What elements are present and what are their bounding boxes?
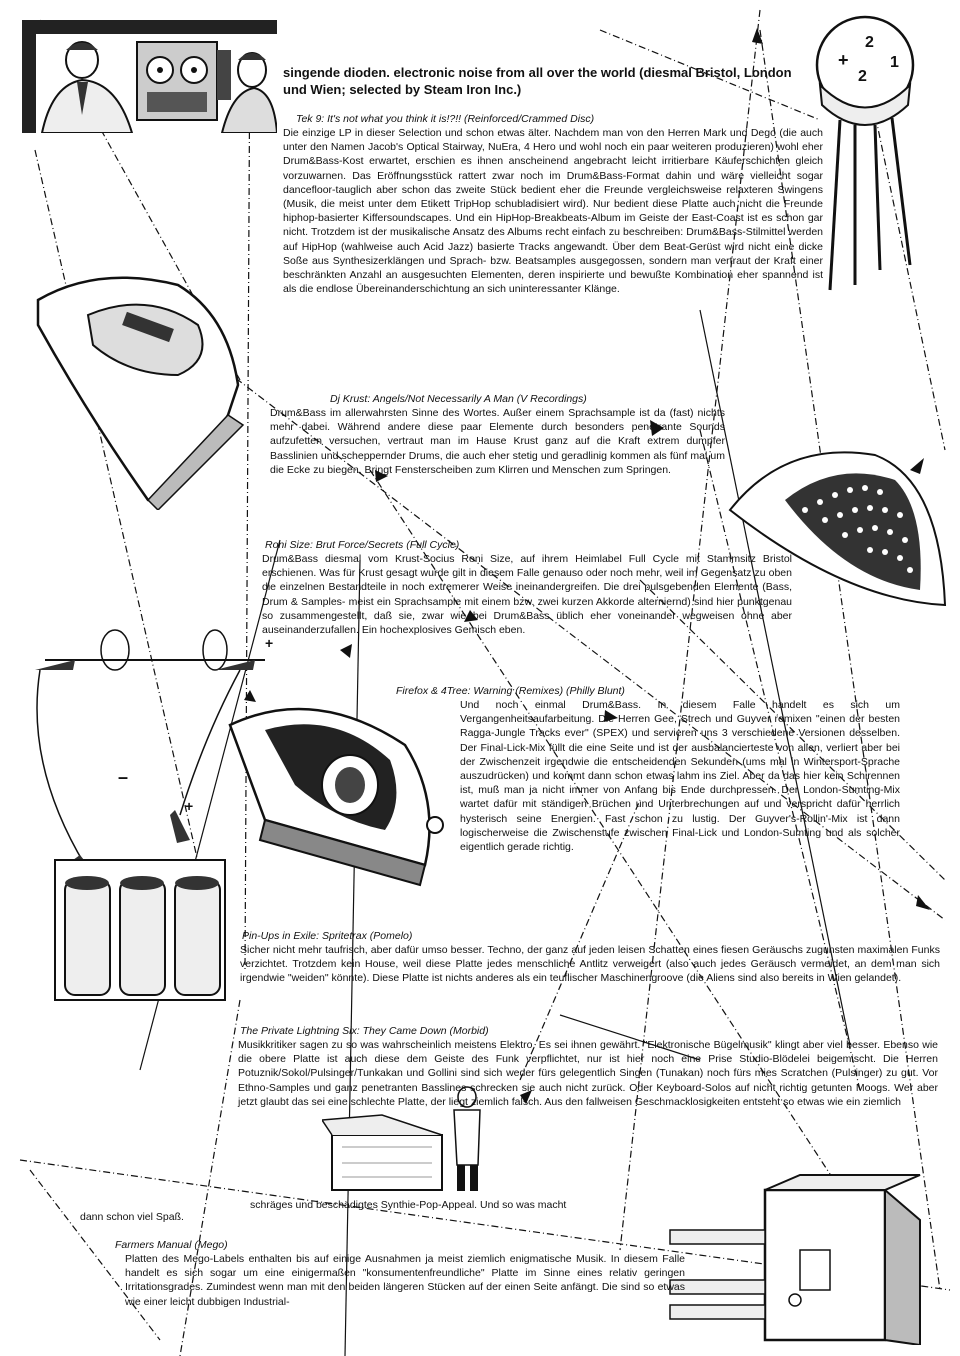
rocker-switch-illustration (650, 1170, 950, 1345)
review-title-tek9: Tek 9: It's not what you think it is!?!! (Reinforced/Crammed Disc) (296, 113, 595, 125)
diode-plus-label: + (838, 50, 849, 70)
review-title-pin-ups: Pin-Ups in Exile: Spritetrax (Pomelo) (242, 930, 413, 942)
review-body-lightning-six: Musikkritiker sagen zu so was wahrscheinlich meistens Elektro. Es sei ihnen gewährt. "Elektronische Bügelmusik" klingt aber viel besser. Ebenso wie die obere Platte ist auch diese dem Geiste des Funk verpflichtet, nur ist hier noch eine Prise Studio-Blödelei beigemischt. Die Herren Potuznik/Sokol/Pulsinger/Tunkakan und Gollini sind sich weder fürs gelegentlich Singen (Tunakan) noch fürs mies Scratchen (Pulsinger) zu gut. Vor Ethno-Samples und ganz penetranten Basslines schrecken sie auch nicht zurück. Oder Keyboard-Solos auf nicht richtig getunten Moogs. Wer aber jetzt glaubt das sei eine schlechte Platte, der liegt ziemlich falsch. Aus den fallweisen Geschmacklosigkeiten entsteht so etwas wie ein ziemlich (238, 1039, 938, 1108)
review-body-krust: Drum&Bass im allerwahrsten Sinne des Wortes. Außer einem Sprachsample ist da (fast) nichts mehr dabei. Während andere diese paar Elemente durch besonders penetrante Sounds aufzufetten versuchen, vertraut man im Hause Krust ganz auf die Kraft extrem dumpfer Basslinien und scheppernder Drums, die auch eher stetig und geradlinig kommen als fünf mal um die Ecke zu biegen. Bringt Fensterscheiben zum Klirren und Menschen zum Springen. (270, 407, 725, 476)
review-body-roni-size: Drum&Bass diesmal vom Krust-Socius Roni Size, auf ihrem Heimlabel Full Cycle mit Stammsitz Bristol erschienen. Was für Krust gesagt wurde gilt in diesem Falle genauso oder noch mehr, weil im Gegensatz zu oben die einzelnen Bestandteile in noch extremerer Weise ineinandergreifen. Die drei pulsgebenden Elemente (Bass, Drum & Samples- meist ein Sprachsample mit einem bzw. zwei kurzen Akkorde alterniernd) sind hier punktgenau so zusammengestellt, daß sie, zwar wie bei Drum&Bass üblich eher voneinander wegweisen ohne aber auseinanderzufallen. Ein hochexplosives Gemisch eben. (262, 553, 792, 637)
diode-illustration (810, 10, 960, 310)
review-body-farmers-manual: Platten des Mego-Labels enthalten bis auf einige Ausnahmen ja meist ziemlich enigmatische Musik. In diesem Falle handelt es sich sogar um eine einigermaßen "konsumentenfreundliche" Platte im Sinne eines relativ geringen Irritationsgrades. Zumindest wenn man mit den beiden längeren Stücken auf der einen Seite anfängt. Die sind so etwas wie einer leicht dubbigen Industrial- (125, 1253, 685, 1308)
review-body-lightning-six-end: dann schon viel Spaß. (80, 1211, 184, 1223)
iron-topview-illustration (28, 265, 248, 510)
review-title-lightning-six: The Private Lightning Six: They Came Down (Morbid) (240, 1025, 489, 1037)
headline: singende dioden. electronic noise from all over the world (diesmal Bristol, London und Wien; selected by Steam Iron Inc.) (283, 65, 792, 97)
review-body-pin-ups: Sicher nicht mehr taufrisch, aber dafür umso besser. Techno, der ganz auf jeden leisen Schatten eines fiesen Geräuschs zugunsten maximalen Funks verzichtet. Trotzdem kein House, weil diese Platte jedes menschliche Antlitz verweigert (also auch jedes Geräusch vermeidet, an dem man sich irgendwie "weiden" könnte). Diese Platte ist nichts anderes als ein teuflischer Maschinengroove (die Aliens sind also bereits in Wien gelandet). (240, 944, 940, 985)
diode-one-label: 1 (890, 54, 899, 71)
review-title-firefox: Firefox & 4Tree: Warning (Remixes) (Philly Blunt) (396, 685, 625, 697)
review-title-roni-size: Roni Size: Brut Force/Secrets (Full Cycle) (265, 539, 460, 551)
review-title-krust: Dj Krust: Angels/Not Necessarily A Man (V Recordings) (330, 393, 587, 405)
review-title-farmers-manual: Farmers Manual (Mego) (115, 1239, 228, 1251)
review-body-lightning-six-cont: schräges und beschädigtes Synthie-Pop-Appeal. Und so was macht (250, 1199, 567, 1211)
steam-iron-illustration (225, 690, 455, 890)
diode-two-bottom-label: 2 (858, 68, 867, 85)
circuit-minus-label: – (118, 767, 129, 787)
diode-two-top-label: 2 (865, 34, 874, 51)
circuit-plus-label: + (265, 635, 274, 651)
men-tape-recorder-illustration (22, 20, 277, 133)
review-body-firefox: Und noch einmal Drum&Bass. In diesem Falle handelt es sich um Vergangenheitsaufarbeitung. Die Herren Gee, Strech und Guyver remixen "einen der besten Ragga-Jungle Tracks ever" (SPEX) und servieren uns 3 verschiedene Versionen desselben. Der Final-Lick-Mix füllt die eine Seite und ist der ausbalancierteste von allen, verliert aber bei der Zwischenzeit irgendwie die entscheidenden Sekunden (ums mal in Wintersport-Sprache auszudrücken) und kommt dann schon etwas lahm ins Ziel. Aber da das hier kein Schirennen ist, muß man ja nicht immer von Anfang bis Ende durchpressen. Der London-Sumting-Mix wartet dafür mit ständigen Brüchen und Unterbrechungen auf und verspricht dafür herrlich hysterisch seine Energien. Fast schon zu lustig. Der Guyver's-Rollin'-Mix ist dann logischerweise die Zwischenstufe zwischen Final-Lick und London-Sumting und als solcher eigentlich gerade richtig. (460, 699, 900, 854)
review-body-tek9: Die einzige LP in dieser Selection und schon etwas älter. Nachdem man von den Herren Mark und Dego (die auch unter den Namen Jacob's Optical Stairway, NuEra, 4 Hero und wohl noch ein paar weiteren produzieren) wohl eher Drum&Bass-Kost erwartet, erschien es ihnen anscheinend angebracht leicht irritierbare Käuferschichten gleich vorzuwarnen. Das Eröffnungsstück rattert zwar noch im Drum&Bass-Format dahin und wäre vielleicht sogar dancefloor-tauglich aber schon das zweite Stück bedient eher die Freunde vergleichsweise relaxteren Swingens (Musik, die meist unter dem Etikett TripHop schubladisiert wird). Nur bedient diese Platte auch nicht die Freunde hiphop-basierter Kiffersoundscapes. Und ein HipHop-Breakbeats-Album im Geiste der East-Coast ist es schon gar nicht. Trotzdem ist der musikalische Ansatz des Albums recht einfach zu beschreiben: Drum&Bass-Stilmittel werden auf HipHop (wahlweise auch Acid Jazz) basierte Tracks angewandt. Über dem Beat-Gerüst wird nicht eine dicke Soße aus Synthesizerklängen und Sprach- bzw. Beatsamples ausgegossen, sondern man vertraut der Kraft einer beschränkten Anzahl an ausgesuchten Elementen, deren inspirierte und bewußte Kombination eher spannend ist als die endlose Übereinanderschichtung an sich uninteressanter Klänge. (283, 127, 823, 296)
circuit-plus-battery-label: + (185, 798, 194, 814)
